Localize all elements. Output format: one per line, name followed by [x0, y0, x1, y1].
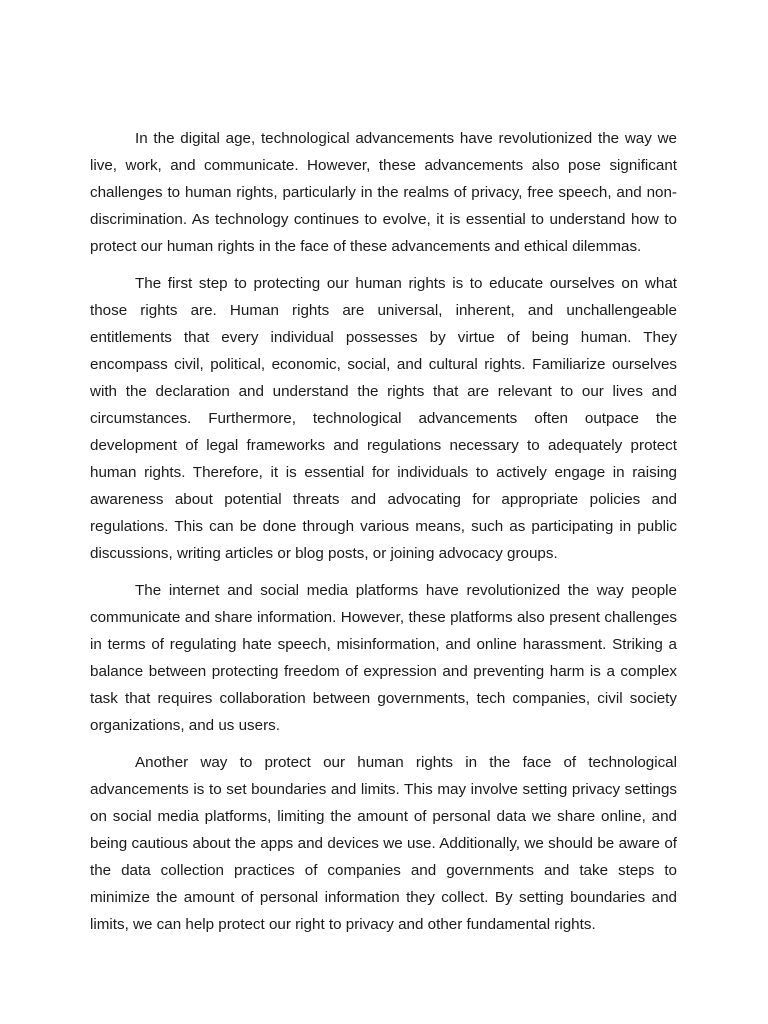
document-body [90, 125, 677, 948]
paragraph-4: Another way to protect our human rights in the face of technological advancements is to set boundaries and limits. This may involve setting privacy settings on social media platforms, limiting the amount of personal data we share online, and being cautious about the apps and devices we use. Additionally, we should be aware of the data collection practices of companies and governments and take steps to minimize the amount of personal information they collect. By setting boundaries and limits, we can help protect our right to privacy and other fundamental rights. [90, 754, 677, 933]
paragraph-3: The internet and social media platforms have revolutionized the way people communicate and share information. However, these platforms also present challenges in terms of regulating hate speech, misinformation, and online harassment. Striking a balance between protecting freedom of expression and preventing harm is a complex task that requires collaboration between governments, tech companies, civil society organizations, and us users. [90, 582, 677, 734]
paragraph-1: In the digital age, technological advancements have revolutionized the way we live, work, and communicate. However, these advancements also pose significant challenges to human rights, particularly in the realms of privacy, free speech, and non-discrimination. As technology continues to evolve, it is essential to understand how to protect our human rights in the face of these advancements and ethical dilemmas. [90, 130, 677, 255]
paragraph-2: The first step to protecting our human rights is to educate ourselves on what those rights are. Human rights are universal, inherent, and unchallengeable entitlements that every individual possesses by virtue of being human. They encompass civil, political, economic, social, and cultural rights. Familiarize ourselves with the declaration and understand the rights that are relevant to our lives and circumstances. Furthermore, technological advancements often outpace the development of legal frameworks and regulations necessary to adequately protect human rights. Therefore, it is essential for individuals to actively engage in raising awareness about potential threats and advocating for appropriate policies and regulations. This can be done through various means, such as participating in public discussions, writing articles or blog posts, or joining advocacy groups. [90, 275, 677, 562]
